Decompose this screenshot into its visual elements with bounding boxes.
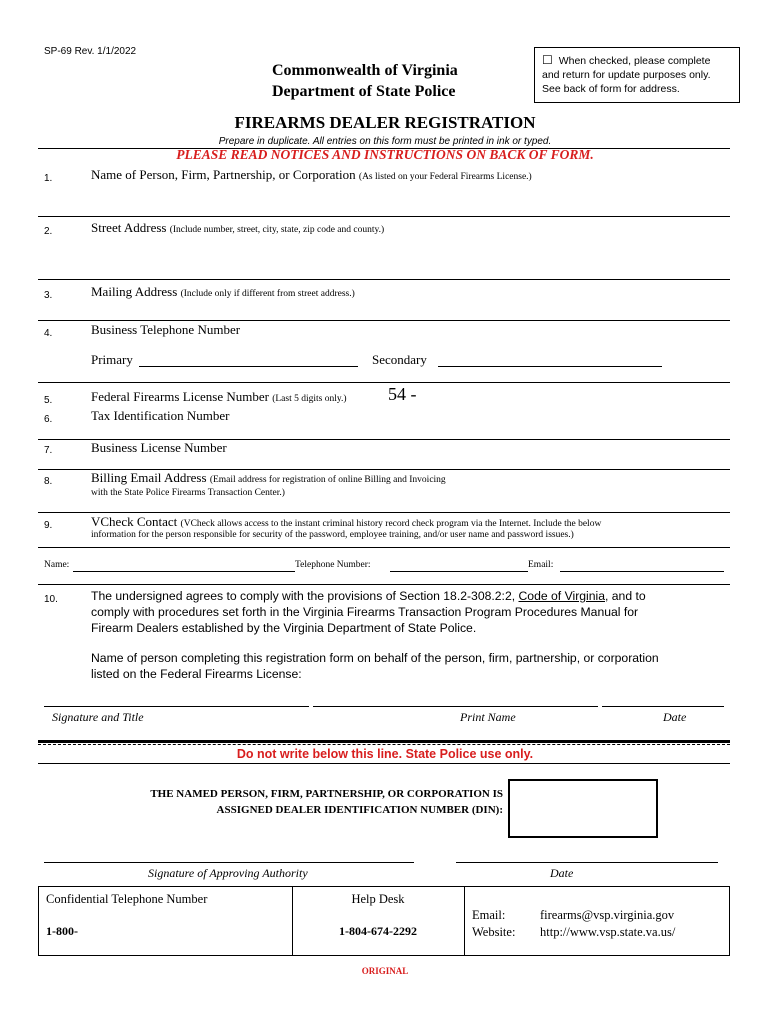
print-name-field[interactable] <box>313 706 598 707</box>
item10-line4: Name of person completing this registration form on behalf of the person, firm, partnership, or corporation <box>91 651 659 665</box>
agency-line1: Commonwealth of Virginia <box>272 62 458 79</box>
din-line2: ASSIGNED DEALER IDENTIFICATION NUMBER (DIN): <box>216 804 503 816</box>
update-line3: See back of form for address. <box>542 83 680 95</box>
item1-label: Name of Person, Firm, Partnership, or Corporation (As listed on your Federal Firearms License.) <box>91 167 532 182</box>
website-label: Website: <box>472 925 516 939</box>
approval-date-field[interactable] <box>456 862 718 863</box>
item6-label: Tax Identification Number <box>91 408 230 423</box>
contact-phone-field[interactable] <box>390 571 528 572</box>
primary-phone-field[interactable] <box>139 366 358 367</box>
contact-email-field[interactable] <box>560 571 724 572</box>
update-line2: and return for update purposes only. <box>542 69 711 81</box>
item8-number: 8. <box>44 476 53 487</box>
signature-date-field[interactable] <box>602 706 724 707</box>
divider-thick <box>38 740 730 743</box>
item9-note2: information for the person responsible for security of the password, employee training, and/or user name and password issues.) <box>91 530 574 540</box>
item8-field-line[interactable] <box>38 512 730 513</box>
item9-number: 9. <box>44 520 53 531</box>
signature-title-label: Signature and Title <box>52 710 144 724</box>
item5-label: Federal Firearms License Number (Last 5 digits only.) <box>91 389 347 404</box>
update-box <box>534 47 740 103</box>
ffl-prefix: 54 - <box>388 384 417 404</box>
confidential-phone-label: Confidential Telephone Number <box>46 892 208 906</box>
item6-number: 6. <box>44 414 53 425</box>
item10-text <box>91 588 731 682</box>
divider-bottom <box>38 763 730 764</box>
signature-date-label: Date <box>663 710 687 724</box>
item7-label: Business License Number <box>91 440 227 455</box>
update-line1: ☐ When checked, please complete <box>542 53 711 67</box>
din-box[interactable] <box>508 779 658 838</box>
agency-name <box>272 60 508 102</box>
notice-text: PLEASE READ NOTICES AND INSTRUCTIONS ON BACK OF FORM. <box>176 147 594 162</box>
code-of-virginia-link: Code of Virginia <box>518 589 605 603</box>
form-subtitle: Prepare in duplicate. All entries on this form must be printed in ink or typed. <box>218 136 552 147</box>
secondary-phone-label: Secondary <box>372 352 427 367</box>
item3-field-line[interactable] <box>38 320 730 321</box>
email-value[interactable]: firearms@vsp.virginia.gov <box>540 908 675 922</box>
help-desk-value: 1-804-674-2292 <box>339 924 417 938</box>
update-checkbox[interactable]: ☐ <box>542 53 553 67</box>
divider-dashed <box>38 744 730 745</box>
item10-line2: comply with procedures set forth in the Virginia Firearms Transaction Program Procedures Manual for <box>91 605 639 619</box>
item10-line1: The undersigned agrees to comply with the provisions of Section 18.2-308.2:2, Code of Virginia, and to <box>91 589 646 603</box>
item4-rule <box>38 382 730 383</box>
website-value[interactable]: http://www.vsp.state.va.us/ <box>540 925 676 939</box>
item1-field-line[interactable] <box>38 216 730 217</box>
item10-line3: Firearm Dealers established by the Virginia Department of State Police. <box>91 621 477 635</box>
contact-email-label: Email: <box>528 560 554 570</box>
item5-number: 5. <box>44 395 53 406</box>
confidential-phone-value: 1-800- <box>46 924 78 938</box>
din-line1: THE NAMED PERSON, FIRM, PARTNERSHIP, OR CORPORATION IS <box>150 788 503 800</box>
form-title: FIREARMS DEALER REGISTRATION <box>234 113 536 132</box>
item4-number: 4. <box>44 328 53 339</box>
item10-line5: listed on the Federal Firearms License: <box>91 667 302 681</box>
approver-signature-label: Signature of Approving Authority <box>148 866 308 880</box>
footer-divider2 <box>464 886 465 956</box>
help-desk-label: Help Desk <box>351 892 405 906</box>
police-only-notice: Do not write below this line. State Police use only. <box>236 747 534 761</box>
contact-rule <box>38 584 730 585</box>
item8-note2: with the State Police Firearms Transaction Center.) <box>91 488 285 498</box>
secondary-phone-field[interactable] <box>438 366 662 367</box>
item3-label: Mailing Address (Include only if different from street address.) <box>91 284 355 299</box>
primary-phone-label: Primary <box>91 352 133 367</box>
item9-rule <box>38 547 730 548</box>
item2-label: Street Address (Include number, street, city, state, zip code and county.) <box>91 220 385 235</box>
contact-name-label: Name: <box>44 560 70 570</box>
item9-label: VCheck Contact (VCheck allows access to the instant criminal history record check program via the Internet. Include the below <box>91 514 602 529</box>
contact-phone-label: Telephone Number: <box>295 560 371 570</box>
item8-label: Billing Email Address (Email address for registration of online Billing and Invoicing <box>91 470 446 485</box>
item2-number: 2. <box>44 226 53 237</box>
item1-number: 1. <box>44 173 53 184</box>
signature-title-field[interactable] <box>44 706 309 707</box>
email-label: Email: <box>472 908 506 922</box>
item4-label: Business Telephone Number <box>91 322 241 337</box>
approval-date-label: Date <box>550 866 574 880</box>
item2-field-line[interactable] <box>38 279 730 280</box>
item3-number: 3. <box>44 290 53 301</box>
print-name-label: Print Name <box>460 710 516 724</box>
contact-name-field[interactable] <box>73 571 295 572</box>
agency-line2: Department of State Police <box>272 83 456 100</box>
copy-label: ORIGINAL <box>361 966 409 976</box>
item7-number: 7. <box>44 445 53 456</box>
item10-number: 10. <box>44 594 58 605</box>
form-id: SP-69 Rev. 1/1/2022 <box>44 46 137 57</box>
approver-signature-field[interactable] <box>44 862 414 863</box>
din-statement <box>40 786 503 818</box>
